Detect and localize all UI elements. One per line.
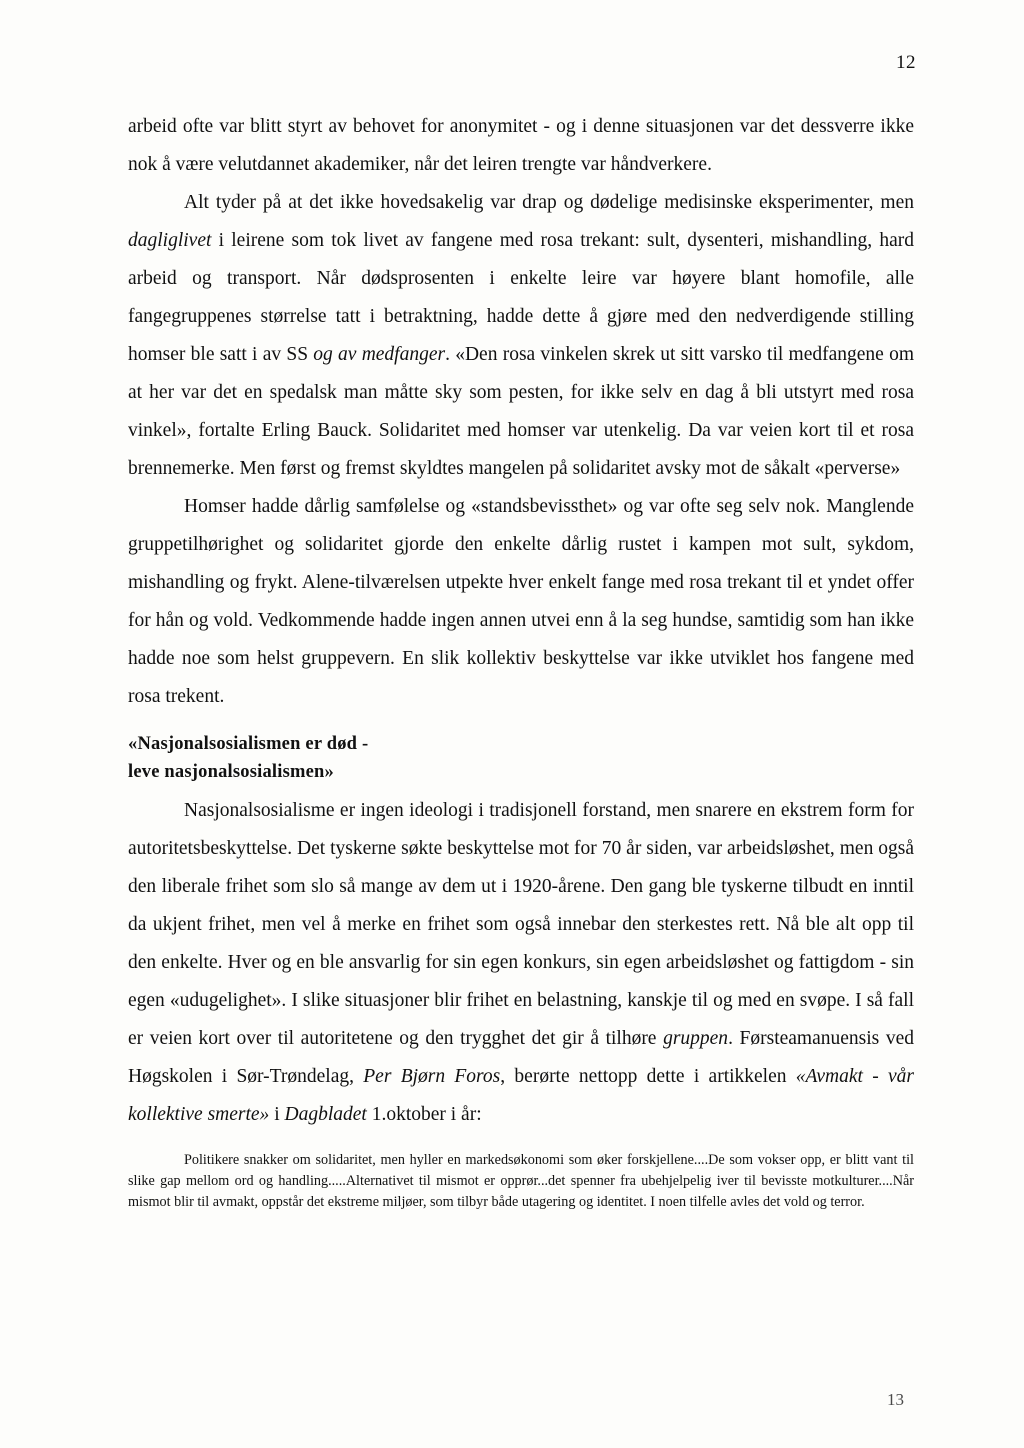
paragraph-1 [128,108,914,184]
paragraph-3 [128,488,914,716]
section-heading-line-2: leve nasjonalsosialismen» [128,762,334,782]
paragraph-1-text: arbeid ofte var blitt styrt av behovet for anonymitet - og i denne situasjonen var det dessverre ikke nok å være velutdannet akademiker, når det leiren trengte var håndverkere. [128,116,914,175]
paragraph-4-emphasis-author: Per Bjørn Foros [363,1066,501,1087]
paragraph-4-emphasis-newspaper: Dagbladet [284,1104,367,1125]
paragraph-4-run-4: i [269,1104,285,1125]
footer-page-number: 13 [887,1390,904,1409]
page-content [128,108,914,1213]
paragraph-2 [128,184,914,488]
block-quote [128,1150,914,1213]
paragraph-4-emphasis-article-title: «Avmakt - vår kollektive smerte» [128,1066,914,1125]
paragraph-2-run-2: i leirene som tok livet av fangene med rosa trekant: sult, dysenteri, mishandling, hard arbeid og transport. Når dødsprosenten i enkelte leire var høyere blant homofile, alle fangegruppenes størrelse tatt i betraktning, hadde dette å gjøre med den nedverdigende stilling homser ble satt i av SS [128,230,914,365]
paragraph-2-run-1: Alt tyder på at det ikke hovedsakelig var drap og dødelige medisinske eksperimenter, men [184,192,914,213]
paragraph-2-emphasis-dagliglivet: dagliglivet [128,230,212,251]
paragraph-4 [128,792,914,1134]
paragraph-2-run-3: . «Den rosa vinkelen skrek ut sitt varsko til medfangene om at her var det en spedalsk man måtte sky som pesten, for ikke selv en dag å bli utstyrt med rosa vinkel», fortalte Erling Bauck. Solidaritet med homser var utenkelig. Da var veien kort til et rosa brennemerke. Men først og fremst skyldtes mangelen på solidaritet avsky mot de såkalt «perverse» [128,344,914,479]
paragraph-3-text: Homser hadde dårlig samfølelse og «standsbevissthet» og var ofte seg selv nok. Manglende gruppetilhørighet og solidaritet gjorde den enkelte dårlig rustet i kampen mot sult, sykdom, mishandling og frykt. Alene-tilværelsen utpekte hver enkelt fange med rosa trekant til et yndet offer for hån og vold. Vedkommende hadde ingen annen utvei enn å la seg hundse, samtidig som han ikke hadde noe som helst gruppevern. En slik kollektiv beskyttelse var ikke utviklet hos fangene med rosa trekent. [128,496,914,707]
page-number: 12 [896,52,916,73]
section-heading-line-1: «Nasjonalsosialismen er død - [128,734,369,754]
paragraph-4-run-2: . Førsteamanuensis ved Høgskolen i Sør-Trøndelag, [128,1028,914,1087]
block-quote-text: Politikere snakker om solidaritet, men hyller en markedsøkonomi som øker forskjellene....De som vokser opp, er blitt vant til slike gap mellom ord og handling.....Alternativet til mismot er opprør...det spenner fra ubehjelpelig iver til bevisste motkulturer....Når mismot blir til avmakt, oppstår det ekstreme miljøer, som tilbyr både utagering og identitet. I noen tilfelle avles det vold og terror. [128,1152,914,1210]
paragraph-2-emphasis-medfanger: og av medfanger [313,344,446,365]
section-heading [128,730,914,786]
paragraph-4-run-5: 1.oktober i år: [366,1104,482,1125]
paragraph-4-run-3: , berørte nettopp dette i artikkelen [500,1066,796,1087]
paragraph-4-run-1: Nasjonalsosialisme er ingen ideologi i tradisjonell forstand, men snarere en ekstrem form for autoritetsbeskyttelse. Det tyskerne søkte beskyttelse mot for 70 år siden, var arbeidsløshet, men også den liberale frihet som slo så mange av dem ut i 1920-årene. Den gang ble tyskerne tilbudt en inntil da ukjent frihet, men vel å merke en frihet som også innebar den sterkestes rett. Nå ble alt opp til den enkelte. Hver og en ble ansvarlig for sin egen konkurs, sin egen arbeidsløshet og fattigdom - sin egen «udugelighet». I slike situasjoner blir frihet en belastning, kanskje til og med en svøpe. I så fall er veien kort over til autoritetene og den trygghet det gir å tilhøre [128,800,914,1049]
paragraph-4-emphasis-gruppen: gruppen [663,1028,729,1049]
